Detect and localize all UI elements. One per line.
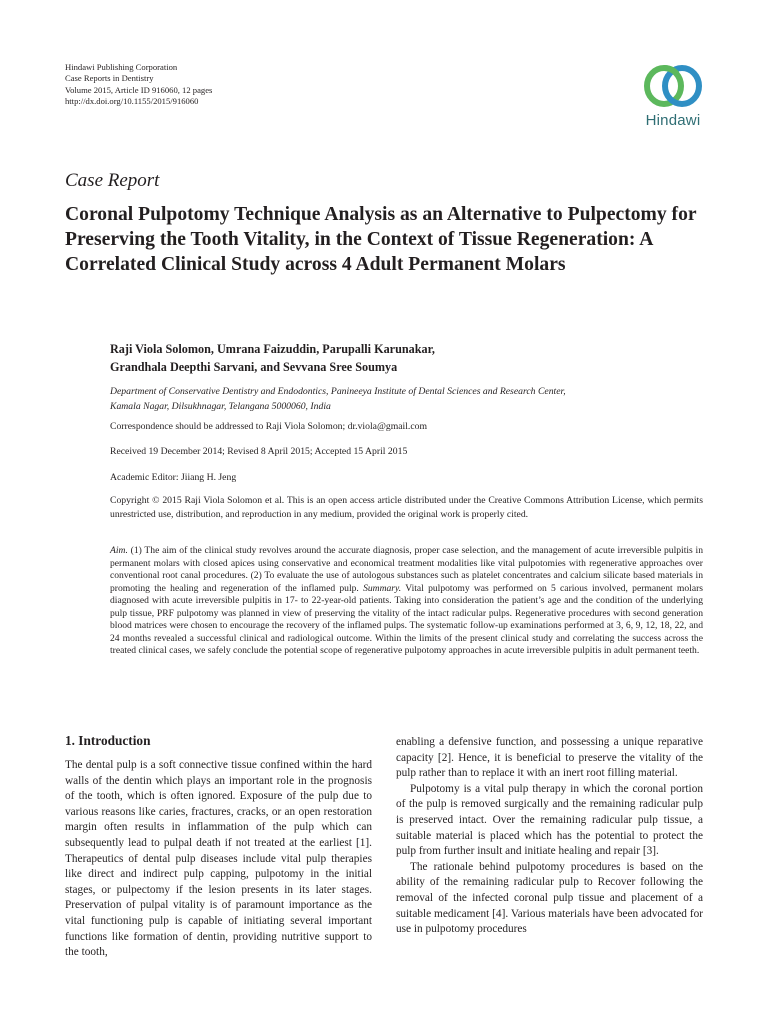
affiliation [110,384,710,414]
article-title: Coronal Pulpotomy Technique Analysis as an Alternative to Pulpectomy for Preserving the Tooth Vitality, in the Context of Tissue Regeneration: A Correlated Clinical Study across 4 Adult Permanent Molars [65,204,697,275]
author-list [110,340,710,376]
doi-link[interactable]: http://dx.doi.org/10.1155/2015/916060 [65,96,199,107]
journal-header [65,62,212,108]
intro-paragraph-1: The dental pulp is a soft connective tissue confined within the hard walls of the dentin which plays an important role in the prognosis of the tooth, which is often ignored. Exposure of the pulp due to various reasons like caries, fractures, cracks, or an open restoration margin often results in inflammation of the pulp which can subsequently lead to pulpal death if not treated at the earliest [1]. Therapeutics of dental pulp diseases include vital pulp therapies like direct and indirect pulp capping, pulpotomy in the initial stages, or pulpectomy if the lesion presents in its later stages. Preservation of pulpal vitality is of paramount importance as the vital functioning pulp is capable of initiating several important functions like formation of dentin, providing nutritive support to the tooth, [65,759,372,959]
article-type: Case Report [65,170,160,191]
article-dates: Received 19 December 2014; Revised 8 April 2015; Accepted 15 April 2015 [110,446,408,457]
summary-label: Summary. [363,582,402,594]
affiliation-line-2: Kamala Nagar, Dilsukhnagar, Telangana 5000060, India [110,401,331,412]
affiliation-line-1: Department of Conservative Dentistry and Endodontics, Panineeya Institute of Dental Sciences and Research Center, [110,386,566,397]
correspondence: Correspondence should be addressed to Raji Viola Solomon; dr.viola@gmail.com [110,421,428,432]
intro-paragraph-2: Pulpotomy is a vital pulp therapy in which the coronal portion of the pulp is removed surgically and the remaining radicular pulp is preserved intact. Over the remaining radicular pulp tissue, a suitable material is placed which has the potential to protect the pulp from further insult and initiate healing and repair [3]. [396,782,703,858]
hindawi-logo [630,62,722,134]
logo-text: Hindawi [645,112,701,129]
journal-name: Case Reports in Dentistry [65,73,154,84]
intro-paragraph-1-cont: enabling a defensive function, and possessing a unique reparative capacity [2]. Hence, it is beneficial to preserve the vitality of the pulp rather than to replace it with an inert root filling material. [396,736,703,780]
authors-line-1: Raji Viola Solomon, Umrana Faizuddin, Parupalli Karunakar, [110,342,435,356]
body-column-right [396,735,703,938]
body-column-left [65,758,372,961]
abstract [110,545,703,658]
academic-editor: Academic Editor: Jiiang H. Jeng [110,472,237,483]
authors-line-2: Grandhala Deepthi Sarvani, and Sevvana Sree Soumya [110,360,398,374]
section-heading-introduction: 1. Introduction [65,733,151,748]
hindawi-rings-icon [640,62,706,110]
aim-text: (1) The aim of the clinical study revolves around the accurate diagnosis, proper case selection, and the management of acute irreversible pulpitis in permanent molars with closed apices using conservative and economical treatment modalities like vital pulpotomies with regenerative approaches over conventional root canal procedures. (2) To evaluate the use of autologous substances such as platelet concentrates and calcium silicate based materials in promoting the healing and regeneration of the inflamed pulp. [110,545,703,594]
summary-text: Vital pulpotomy was performed on 5 carious involved, permanent molars diagnosed with acute irreversible pulpitis in 17- to 22-year-old patients. Taking into consideration the patient’s age and the condition of the underlying pulp tissue, PRF pulpotomy was planned in view of preserving the vitality of the intact radicular pulps. Regenerative procedures with second generation blood matrices were chosen to encourage the recovery of the inflamed pulps. The systematic follow-up examinations performed at 3, 6, 9, 12, 18, 22, and 24 months revealed a successful clinical and radiological outcome. Within the limits of the present clinical study and correlating the success across the treated clinical cases, we safely conclude the potential scope of regenerative pulpotomy approaches in acute irreversible pulpitis in adult permanent teeth. [110,582,704,657]
copyright-notice: Copyright © 2015 Raji Viola Solomon et al. This is an open access article distributed under the Creative Commons Attribution License, which permits unrestricted use, distribution, and reproduction in any medium, provided the original work is properly cited. [110,495,703,520]
aim-label: Aim. [110,545,128,556]
intro-paragraph-3: The rationale behind pulpotomy procedures is based on the ability of the remaining radicular pulp to Recover following the removal of the infected coronal pulp tissue and placement of a suitable medicament [4]. Various materials have been advocated for use in pulpotomy procedures [396,860,703,936]
publisher-name: Hindawi Publishing Corporation [65,62,178,72]
volume-info: Volume 2015, Article ID 916060, 12 pages [65,84,213,95]
